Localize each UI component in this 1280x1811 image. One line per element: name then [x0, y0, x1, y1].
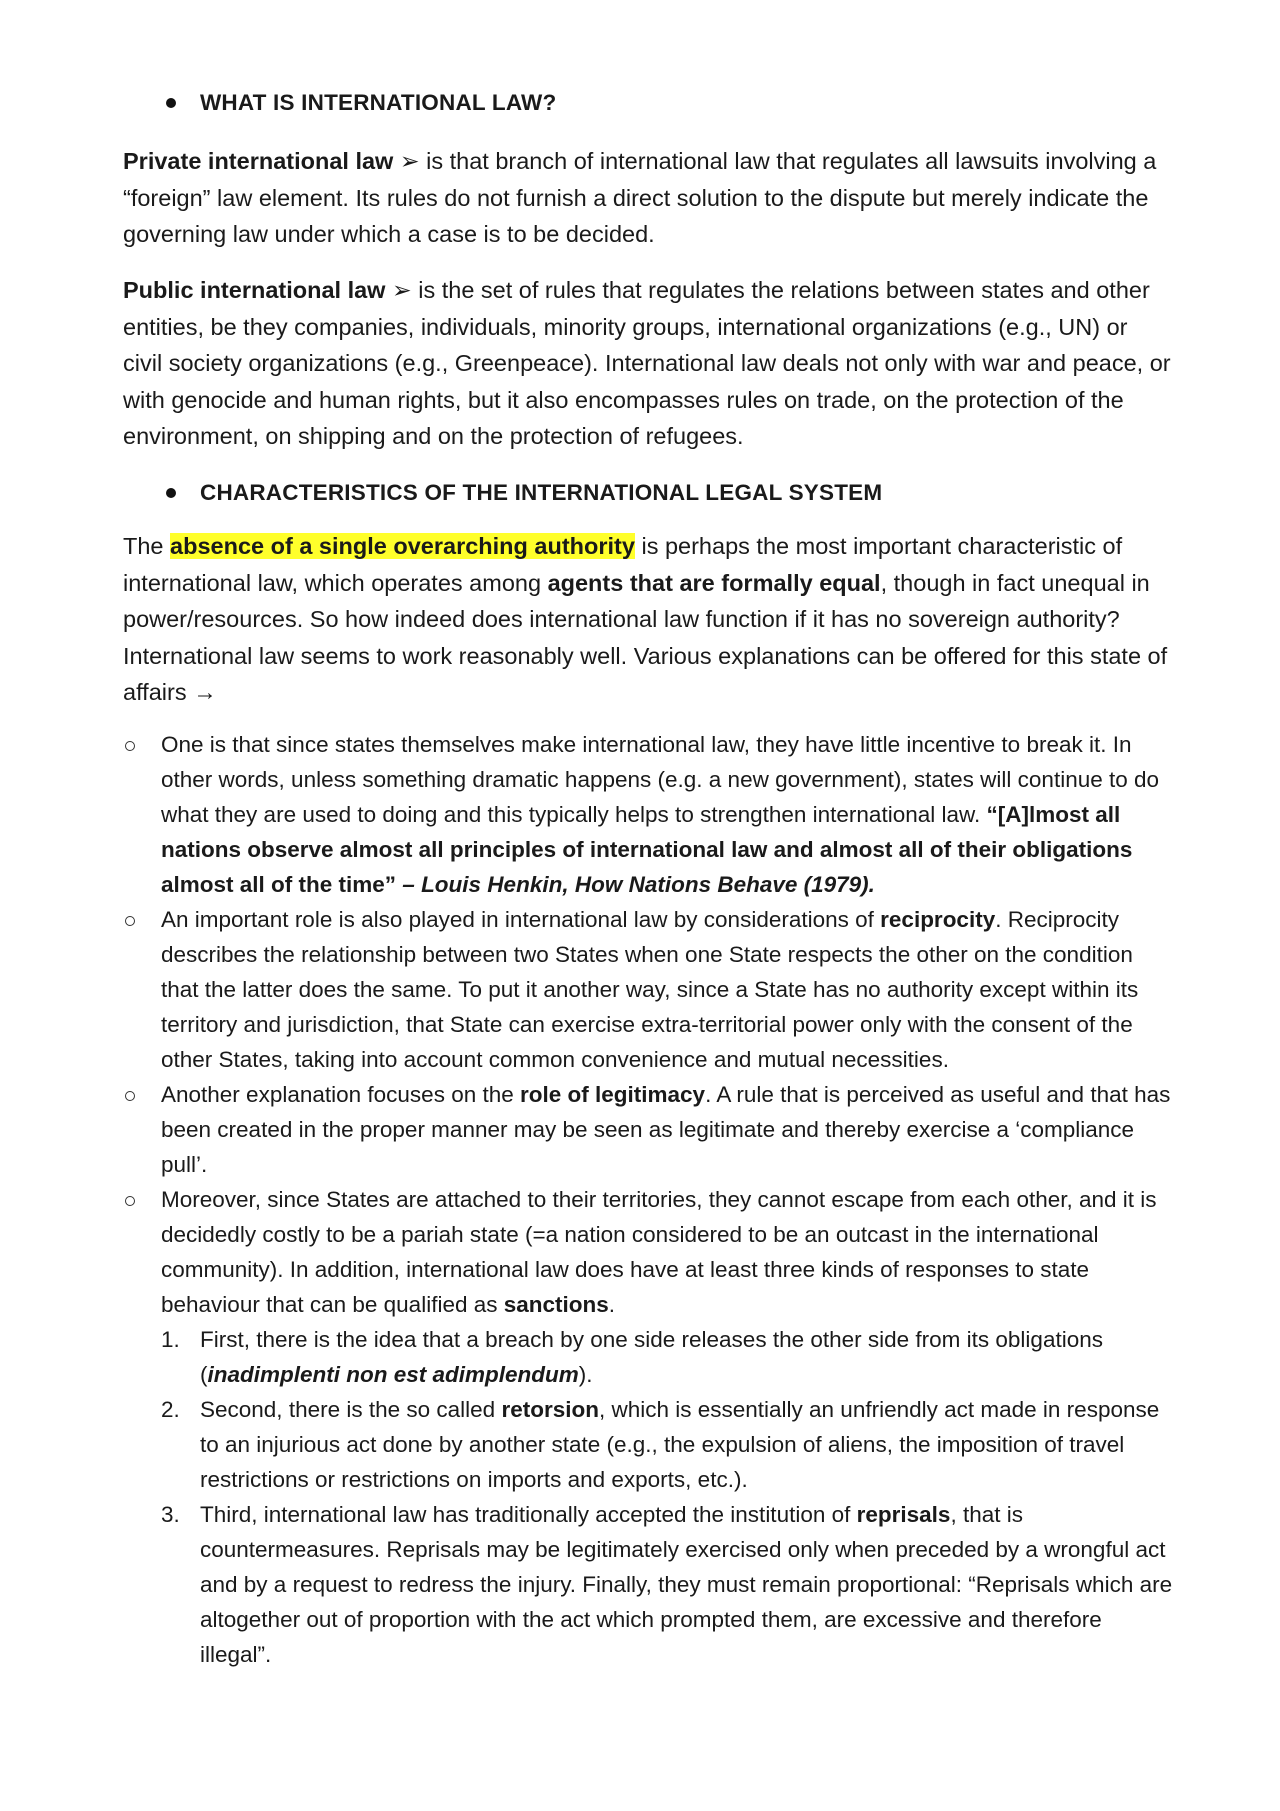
arrow-icon: ➢: [399, 148, 420, 174]
list-item: One is that since states themselves make international law, they have little incentive to break it. In other words, unless something dramatic happens (e.g. a new government), states will continue to do what they are used to doing and this typically helps to strengthen international law. “[A]lmost all nations observe almost all principles of international law and almost all of their obligations almost all of the time” – Louis Henkin, How Nations Behave (1979).: [123, 727, 1173, 902]
hollow-bullet-icon: [125, 1196, 135, 1206]
quote-citation: – Louis Henkin, How Nations Behave (1979).: [396, 872, 875, 897]
explanations-list: [123, 727, 1173, 1672]
bullet-icon: [166, 98, 176, 108]
list-number: 3.: [161, 1502, 180, 1527]
private-law-term: Private international law: [123, 148, 394, 174]
bullet-icon: [166, 488, 176, 498]
sanction-item: 1. First, there is the idea that a breach by one side releases the other side from its obligations (inadimplenti non est adimplendum).: [123, 1322, 1173, 1392]
section-heading-characteristics: CHARACTERISTICS OF THE INTERNATIONAL LEGAL SYSTEM: [200, 475, 882, 512]
public-international-law-paragraph: Public international law ➢ is the set of rules that regulates the relations between states and other entities, be they companies, individuals, minority groups, international organizations (e.g., UN) or civil society organizations (e.g., Greenpeace). International law deals not only with war and peace, or with genocide and human rights, but it also encompasses rules on trade, on the protection of the environment, on shipping and on the protection of refugees.: [123, 277, 1171, 449]
section-heading-what-is-international-law: WHAT IS INTERNATIONAL LAW?: [200, 85, 556, 122]
hollow-bullet-icon: [125, 916, 135, 926]
hollow-bullet-icon: [125, 1091, 135, 1101]
public-law-term: Public international law: [123, 277, 386, 303]
right-arrow-icon: →: [193, 679, 217, 705]
arrow-icon: ➢: [392, 277, 412, 303]
sanction-item: 3. Third, international law has traditionally accepted the institution of reprisals, that is countermeasures. Reprisals may be legitimately exercised only when preceded by a wrongful act and by a request to redress the injury. Finally, they must remain proportional: “Reprisals which are altogether out of proportion with the act which prompted them, are excessive and therefore illegal”.: [123, 1497, 1173, 1672]
list-item: Moreover, since States are attached to their territories, they cannot escape from each other, and it is decidedly costly to be a pariah state (=a nation considered to be an outcast in the international community). In addition, international law does have at least three kinds of responses to state behaviour that can be qualified as sanctions.: [123, 1182, 1173, 1322]
henkin-quote: “[A]lmost all nations observe almost all principles of international law and almost all of their obligations almost all of the time”: [161, 802, 1133, 897]
characteristics-paragraph: The absence of a single overarching authority is perhaps the most important characteristic of international law, which operates among agents that are formally equal, though in fact unequal in power/resources. So how indeed does international law function if it has no sovereign authority? International law seems to work reasonably well. Various explanations can be offered for this state of affairs →: [123, 533, 1168, 705]
sanction-item: 2. Second, there is the so called retorsion, which is essentially an unfriendly act made in response to an injurious act done by another state (e.g., the expulsion of aliens, the imposition of travel restrictions or restrictions on imports and exports, etc.).: [123, 1392, 1173, 1497]
list-item: An important role is also played in international law by considerations of reciprocity. Reciprocity describes the relationship between two States when one State respects the other on the condition that the latter does the same. To put it another way, since a State has no authority except within its territory and jurisdiction, that State can exercise extra-territorial power only with the consent of the other States, taking into account common convenience and mutual necessities.: [123, 902, 1173, 1077]
list-item: Another explanation focuses on the role of legitimacy. A rule that is perceived as useful and that has been created in the proper manner may be seen as legitimate and thereby exercise a ‘compliance pull’.: [123, 1077, 1173, 1182]
hollow-bullet-icon: [125, 741, 135, 751]
private-international-law-paragraph: Private international law ➢ is that branch of international law that regulates all lawsuits involving a “foreign” law element. Its rules do not furnish a direct solution to the dispute but merely indicate the governing law under which a case is to be decided.: [123, 148, 1157, 247]
list-number: 2.: [161, 1397, 180, 1422]
highlighted-phrase: absence of a single overarching authority: [170, 533, 635, 559]
list-number: 1.: [161, 1327, 180, 1352]
